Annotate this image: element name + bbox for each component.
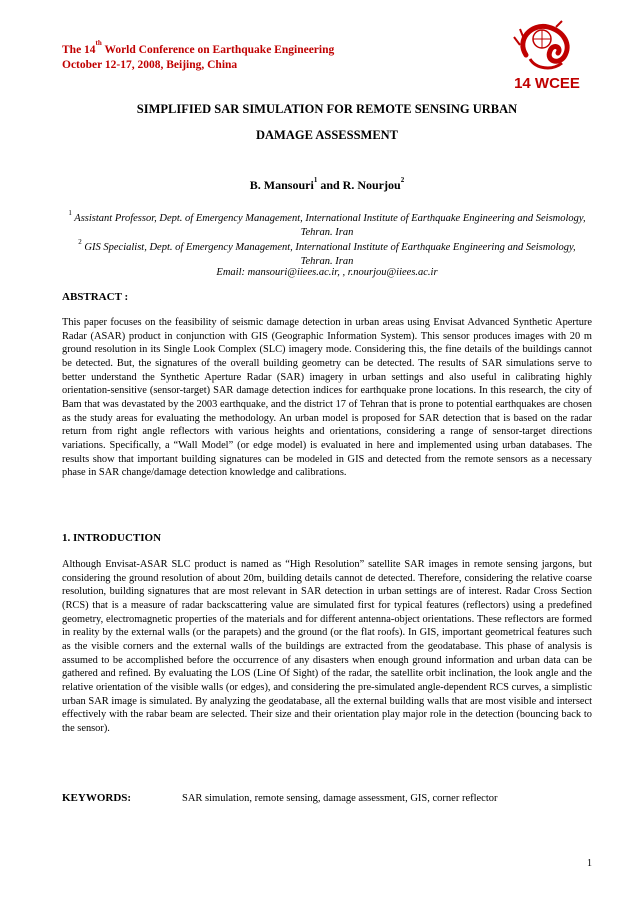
affiliation-1 [62,207,592,239]
conference-title-prefix: The 14 [62,44,96,56]
authors-line [62,176,592,193]
author-2: R. Nourjou [342,178,401,192]
keywords-list: SAR simulation, remote sensing, damage assessment, GIS, corner reflector [182,793,498,804]
conference-header [62,36,334,73]
affiliation-1-text: Assistant Professor, Dept. of Emergency Management, International Institute of Earthquake Engineering and Seismology, Tehran. Iran [74,213,586,238]
affiliation-2 [62,236,592,268]
introduction-body: Although Envisat-ASAR SLC product is named as “High Resolution” satellite SAR images in remote sensing jargons, but considering the ground resolution of about 20m, building details cannot de detected. Therefore, considering the relative coarse resolution, building signatures that are most relevant in SAR detection in urban settings are of interest. Radar Cross Section (RCS) that is a measure of radar backscattering value are simulated first for typical features (reflectors) using a predefined geometry, electromagnetic properties of the materials and for different antenna-object orientations. These reflectors are formed in reality by the external walls (or the parapets) and the ground (or the flat roofs). In GIS, important geometrical features such as the visible corners and the external walls of the buildings are extracted from the geodatabase. This phase of analysis is assumed to be accomplished before the occurrence of any disasters when enough ground information and urban data can be gathered and refined. By evaluating the LOS (Line Of Sight) of the radar, the satellite orbit inclination, the look angle and the relative orientation of the visible walls (or edges), and considering the pre-simulated angle-dependent RCS curves, a simplistic urban SAR image is simulated. By analyzing the geodatabase, all the external building walls that are most visible and intersect effectively with the rabar beam are selected. Their size and their orientation play major role in the detection (bouncing back to the sensor). [62,559,592,734]
abstract-heading: ABSTRACT : [62,291,129,303]
paper-title-line2: DAMAGE ASSESSMENT [255,128,399,142]
author-1: B. Mansouri [249,178,314,192]
author-emails: Email: mansouri@iiees.ac.ir, , r.nourjou@iiees.ac.ir [216,267,438,278]
abstract-body: This paper focuses on the feasibility of seismic damage detection in urban areas using Envisat Advanced Synthetic Aperture Radar (ASAR) product in conjunction with GIS (Geographic Information System). This sensor produces images with 20 m ground resolution in its Single Look Complex (SLC) imagery mode. Considering this, the fine details of the buildings cannot be detected. But, the signatures of the overall building geometry can be detected. The results of SAR simulations serve to better understand the Synthetic Aperture Radar (SAR) imagery in urban settings and also useful in calibrating highly orientation-sensitive (sensor-target) SAR damage detection indices for earthquake prone locations. In this research, the city of Bam that was devastated by the 2003 earthquake, and the district 17 of Tehran that is prone to potential earthquakes are chosen as the study areas for evaluating the methodology. An urban model is proposed for SAR detection that is based on the radar return from right angle reflectors with various heights and orientations, considering a range of sensor-target directions variations. Specifically, a “Wall Model” (or edge model) is evaluated in here and implemented using urban databases. The results show that important building signatures can be modeled in GIS and detected from the remote sensors as a necessary phase in SAR change/damage detection knowledge and calibrations. [62,317,592,479]
paper-title-line1: SIMPLIFIED SAR SIMULATION FOR REMOTE SENSING URBAN [136,102,518,116]
paper-title [62,96,592,148]
keywords-section [62,792,592,804]
conference-dates: October 12-17, 2008, Beijing, China [62,59,238,71]
author-1-affil-mark: 1 [313,176,318,184]
keywords-label: KEYWORDS: [62,792,132,804]
page-number: 1 [587,858,592,869]
affiliation-1-mark: 1 [68,209,72,217]
conference-title-sup: th [95,39,102,47]
author-conjunction: and [317,178,343,192]
conference-title [62,36,334,58]
wcee-dragon-logo [506,15,586,95]
affiliation-2-mark: 2 [78,238,82,246]
author-2-affil-mark: 2 [400,176,405,184]
introduction-heading: 1. INTRODUCTION [62,532,162,544]
logo-text: 14 WCEE [514,75,580,92]
affiliation-2-text: GIS Specialist, Dept. of Emergency Management, International Institute of Earthquake Engineering and Seismology, Tehran. Iran [84,242,576,267]
conference-title-suffix: World Conference on Earthquake Engineering [101,44,335,56]
